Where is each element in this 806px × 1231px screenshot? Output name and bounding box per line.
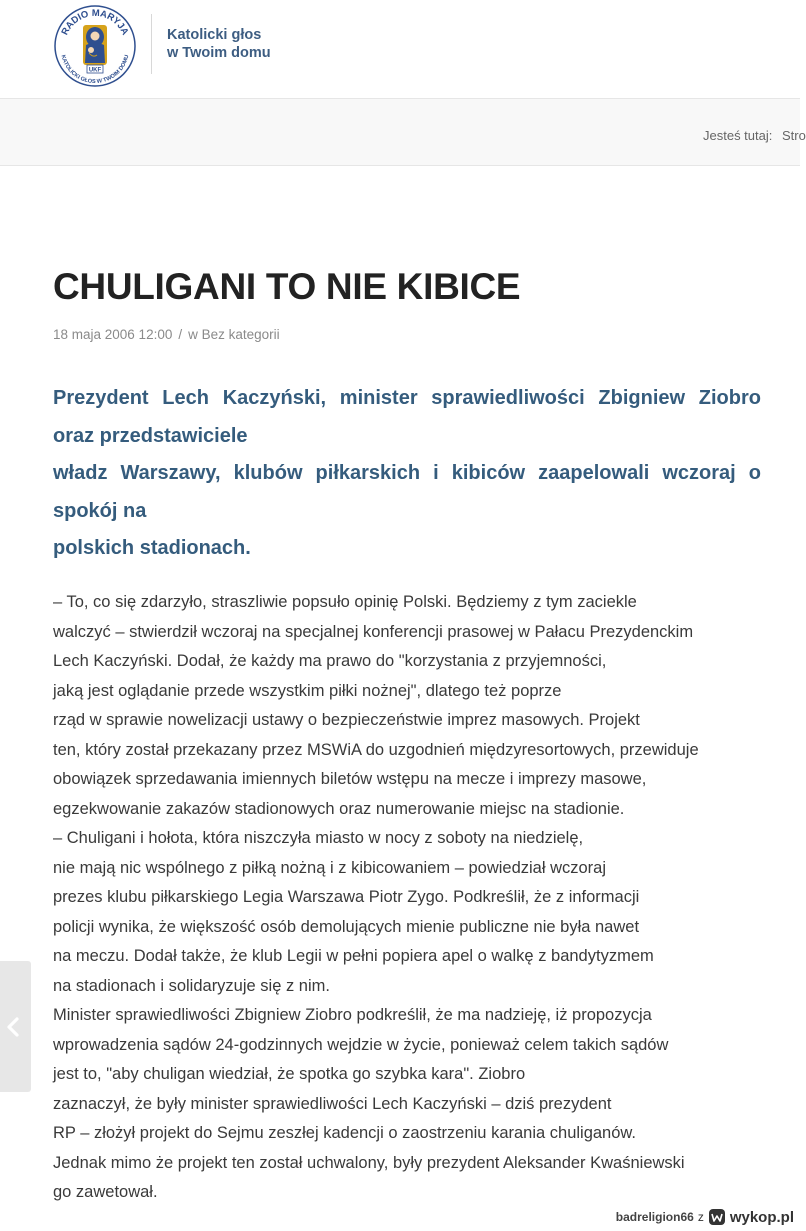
lead-line: polskich stadionach.: [53, 537, 251, 560]
article-category-link[interactable]: Bez kategorii: [201, 327, 280, 342]
body-line: na stadionach i solidaryzuje się z nim.: [53, 976, 330, 995]
radio-maryja-logo[interactable]: [53, 3, 137, 89]
article-body: [53, 588, 773, 1208]
breadcrumb: [703, 128, 806, 143]
article-meta: [53, 327, 280, 342]
body-line: Lech Kaczyński. Dodał, że każdy ma prawo do "korzystania z przyjemności,: [53, 652, 607, 670]
body-line: jaką jest oglądanie przede wszystkim piłki nożnej", dlatego też poprze: [53, 681, 562, 700]
body-line: egzekwowanie zakazów stadionowych oraz numerowanie miejsc na stadionie.: [53, 799, 625, 818]
body-line: nie mają nic wspólnego z piłką nożną i z kibicowaniem – powiedział wczoraj: [53, 858, 607, 877]
tagline-line-2: w Twoim domu: [167, 45, 271, 61]
body-line: Minister sprawiedliwości Zbigniew Ziobro podkreślił, że ma nadzieję, iż propozycja: [53, 1006, 652, 1024]
site-tagline: [167, 26, 271, 62]
previous-post-tab[interactable]: [0, 961, 31, 1092]
site-header: [0, 0, 800, 99]
lead-line: władz Warszawy, klubów piłkarskich i kibiców zaapelowali wczoraj o: [53, 462, 761, 485]
logo-badge: UKF: [88, 67, 102, 74]
logo-divider: [151, 14, 152, 74]
body-line: wprowadzenia sądów 24-godzinnych wejdzie w życie, ponieważ celem takich sądów: [53, 1035, 669, 1054]
body-line: jest to, "aby chuligan wiedział, że spotka go szybka kara". Ziobro: [53, 1065, 526, 1083]
article-title: CHULIGANI TO NIE KIBICE: [53, 266, 521, 307]
body-line: RP – złożył projekt do Sejmu zeszłej kadencji o zaostrzeniu karania chuliganów.: [53, 1124, 637, 1142]
meta-separator: /: [178, 327, 183, 342]
body-line: – To, co się zdarzyło, straszliwie popsuło opinię Polski. Będziemy z tym zaciekle: [53, 593, 637, 611]
body-line: go zawetował.: [53, 1183, 158, 1201]
category-prefix: w: [188, 327, 198, 342]
article-date[interactable]: 18 maja 2006 12:00: [53, 327, 173, 342]
watermark-user: badreligion66: [615, 1210, 694, 1224]
breadcrumb-home-link[interactable]: Stro: [782, 128, 806, 143]
breadcrumb-label: Jesteś tutaj:: [703, 128, 773, 143]
lead-line: Prezydent Lech Kaczyński, minister sprawiedliwości Zbigniew Ziobro: [53, 387, 761, 409]
body-line: obowiązek sprzedawania imiennych biletów wstępu na mecze i imprezy masowe,: [53, 770, 647, 788]
logo-emblem-icon: [53, 3, 137, 89]
chevron-left-icon: [4, 1015, 22, 1039]
article-lead: [53, 380, 761, 568]
breadcrumb-bar: [0, 99, 806, 166]
logo-arc-top: RADIO MARYJA: [59, 7, 131, 37]
lead-line: spokój na: [53, 499, 147, 522]
watermark-connector: z: [697, 1210, 704, 1224]
body-line: rząd w sprawie nowelizacji ustawy o bezpieczeństwie imprez masowych. Projekt: [53, 711, 640, 729]
watermark-site: wykop.pl: [729, 1208, 794, 1226]
body-line: zaznaczył, że były minister sprawiedliwości Lech Kaczyński – dziś prezydent: [53, 1094, 612, 1113]
body-line: – Chuligani i hołota, która niszczyła miasto w nocy z soboty na niedzielę,: [53, 829, 584, 847]
wykop-watermark: [616, 1207, 794, 1227]
body-line: na meczu. Dodał także, że klub Legii w pełni popiera apel o walkę z bandytyzmem: [53, 947, 654, 965]
wykop-logo-icon: [708, 1208, 726, 1226]
body-line: policji wynika, że większość osób demolujących mienie publiczne nie była nawet: [53, 917, 640, 936]
body-line: prezes klubu piłkarskiego Legia Warszawa Piotr Zygo. Podkreślił, że z informacji: [53, 888, 640, 906]
body-line: walczyć – stwierdził wczoraj na specjalnej konferencji prasowej w Pałacu Prezydenckim: [53, 622, 694, 641]
tagline-line-1: Katolicki głos: [167, 27, 262, 43]
lead-line: oraz przedstawiciele: [53, 424, 248, 447]
body-line: Jednak mimo że projekt ten został uchwalony, były prezydent Aleksander Kwaśniewski: [53, 1153, 685, 1172]
logo-arc-bottom: KATOLICKI GŁOS W TWOIM DOMU: [59, 54, 131, 86]
body-line: ten, który został przekazany przez MSWiA do uzgodnień międzyresortowych, przewiduje: [53, 740, 699, 759]
